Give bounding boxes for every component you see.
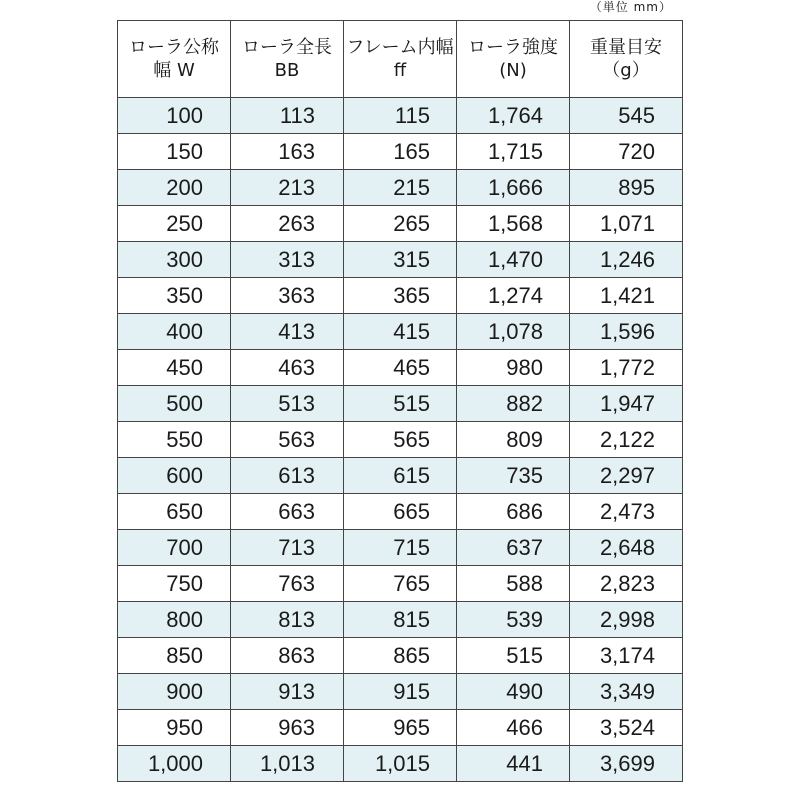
cell-roller-strength: 1,764	[457, 98, 570, 134]
table-row	[118, 422, 683, 458]
cell-nominal-width: 600	[118, 458, 231, 494]
cell-roller-length: 663	[231, 494, 344, 530]
cell-roller-length: 613	[231, 458, 344, 494]
cell-nominal-width: 250	[118, 206, 231, 242]
table-row	[118, 458, 683, 494]
cell-weight: 2,998	[570, 602, 683, 638]
cell-roller-length: 513	[231, 386, 344, 422]
cell-roller-strength: 686	[457, 494, 570, 530]
cell-nominal-width: 800	[118, 602, 231, 638]
cell-roller-strength: 882	[457, 386, 570, 422]
cell-roller-length: 813	[231, 602, 344, 638]
cell-weight: 1,071	[570, 206, 683, 242]
cell-roller-strength: 637	[457, 530, 570, 566]
header-row	[118, 21, 683, 98]
unit-note: （単位 mm）	[589, 0, 672, 14]
cell-roller-strength: 1,568	[457, 206, 570, 242]
table-row	[118, 602, 683, 638]
cell-weight: 3,699	[570, 746, 683, 782]
cell-nominal-width: 650	[118, 494, 231, 530]
header-label: ローラ全長	[242, 37, 332, 58]
cell-nominal-width: 700	[118, 530, 231, 566]
header-sublabel: (N)	[499, 60, 527, 81]
header-sublabel: 幅 W	[153, 60, 195, 81]
cell-weight: 3,174	[570, 638, 683, 674]
header-nominal-width	[118, 21, 231, 98]
cell-weight: 1,596	[570, 314, 683, 350]
table-row	[118, 710, 683, 746]
cell-weight: 1,947	[570, 386, 683, 422]
cell-nominal-width: 750	[118, 566, 231, 602]
cell-frame-inner-width: 565	[344, 422, 457, 458]
cell-roller-strength: 466	[457, 710, 570, 746]
table-row	[118, 638, 683, 674]
cell-roller-strength: 515	[457, 638, 570, 674]
cell-roller-length: 913	[231, 674, 344, 710]
header-sublabel: BB	[274, 60, 300, 81]
cell-roller-length: 363	[231, 278, 344, 314]
cell-nominal-width: 450	[118, 350, 231, 386]
cell-nominal-width: 500	[118, 386, 231, 422]
cell-frame-inner-width: 315	[344, 242, 457, 278]
table-row	[118, 350, 683, 386]
header-label: ローラ公称	[129, 37, 219, 58]
cell-frame-inner-width: 265	[344, 206, 457, 242]
cell-frame-inner-width: 665	[344, 494, 457, 530]
cell-weight: 2,297	[570, 458, 683, 494]
cell-frame-inner-width: 865	[344, 638, 457, 674]
cell-frame-inner-width: 115	[344, 98, 457, 134]
cell-frame-inner-width: 365	[344, 278, 457, 314]
cell-nominal-width: 200	[118, 170, 231, 206]
cell-roller-strength: 539	[457, 602, 570, 638]
cell-nominal-width: 850	[118, 638, 231, 674]
cell-nominal-width: 150	[118, 134, 231, 170]
header-weight	[570, 21, 683, 98]
roller-spec-table	[117, 20, 683, 782]
cell-frame-inner-width: 815	[344, 602, 457, 638]
cell-roller-length: 213	[231, 170, 344, 206]
cell-weight: 895	[570, 170, 683, 206]
table-row	[118, 746, 683, 782]
cell-weight: 2,823	[570, 566, 683, 602]
cell-roller-length: 263	[231, 206, 344, 242]
cell-weight: 720	[570, 134, 683, 170]
cell-weight: 1,772	[570, 350, 683, 386]
cell-frame-inner-width: 1,015	[344, 746, 457, 782]
cell-roller-strength: 490	[457, 674, 570, 710]
table-row	[118, 278, 683, 314]
cell-weight: 2,473	[570, 494, 683, 530]
table-row	[118, 170, 683, 206]
cell-frame-inner-width: 965	[344, 710, 457, 746]
cell-frame-inner-width: 465	[344, 350, 457, 386]
header-sublabel: （g）	[602, 60, 650, 81]
cell-nominal-width: 550	[118, 422, 231, 458]
header-sublabel: ff	[393, 60, 407, 81]
cell-roller-length: 713	[231, 530, 344, 566]
table-body	[118, 98, 683, 782]
cell-roller-strength: 809	[457, 422, 570, 458]
cell-roller-length: 963	[231, 710, 344, 746]
cell-roller-length: 763	[231, 566, 344, 602]
cell-roller-strength: 1,078	[457, 314, 570, 350]
cell-roller-length: 113	[231, 98, 344, 134]
cell-roller-strength: 441	[457, 746, 570, 782]
cell-nominal-width: 1,000	[118, 746, 231, 782]
header-frame-inner-width	[344, 21, 457, 98]
header-roller-strength	[457, 21, 570, 98]
cell-roller-length: 1,013	[231, 746, 344, 782]
header-label: 重量目安	[590, 37, 662, 58]
cell-nominal-width: 400	[118, 314, 231, 350]
cell-weight: 2,122	[570, 422, 683, 458]
cell-nominal-width: 900	[118, 674, 231, 710]
table-row	[118, 530, 683, 566]
cell-roller-strength: 735	[457, 458, 570, 494]
cell-roller-strength: 1,274	[457, 278, 570, 314]
cell-roller-strength: 1,666	[457, 170, 570, 206]
cell-frame-inner-width: 615	[344, 458, 457, 494]
cell-nominal-width: 100	[118, 98, 231, 134]
cell-nominal-width: 350	[118, 278, 231, 314]
cell-roller-strength: 1,715	[457, 134, 570, 170]
table-row	[118, 98, 683, 134]
header-roller-length	[231, 21, 344, 98]
table-row	[118, 494, 683, 530]
cell-frame-inner-width: 415	[344, 314, 457, 350]
cell-frame-inner-width: 715	[344, 530, 457, 566]
header-label: ローラ強度	[468, 37, 558, 58]
table-row	[118, 206, 683, 242]
table-row	[118, 314, 683, 350]
cell-roller-strength: 980	[457, 350, 570, 386]
cell-frame-inner-width: 915	[344, 674, 457, 710]
cell-roller-strength: 588	[457, 566, 570, 602]
cell-weight: 1,246	[570, 242, 683, 278]
cell-roller-strength: 1,470	[457, 242, 570, 278]
cell-weight: 1,421	[570, 278, 683, 314]
cell-weight: 3,524	[570, 710, 683, 746]
cell-nominal-width: 300	[118, 242, 231, 278]
cell-weight: 2,648	[570, 530, 683, 566]
cell-nominal-width: 950	[118, 710, 231, 746]
table-row	[118, 242, 683, 278]
cell-roller-length: 463	[231, 350, 344, 386]
cell-frame-inner-width: 215	[344, 170, 457, 206]
cell-roller-length: 163	[231, 134, 344, 170]
table-row	[118, 134, 683, 170]
cell-weight: 3,349	[570, 674, 683, 710]
cell-weight: 545	[570, 98, 683, 134]
cell-roller-length: 313	[231, 242, 344, 278]
header-label: フレーム内幅	[346, 37, 454, 58]
table-row	[118, 386, 683, 422]
cell-roller-length: 413	[231, 314, 344, 350]
cell-frame-inner-width: 165	[344, 134, 457, 170]
cell-roller-length: 563	[231, 422, 344, 458]
table-row	[118, 674, 683, 710]
cell-frame-inner-width: 765	[344, 566, 457, 602]
table-row	[118, 566, 683, 602]
cell-frame-inner-width: 515	[344, 386, 457, 422]
cell-roller-length: 863	[231, 638, 344, 674]
